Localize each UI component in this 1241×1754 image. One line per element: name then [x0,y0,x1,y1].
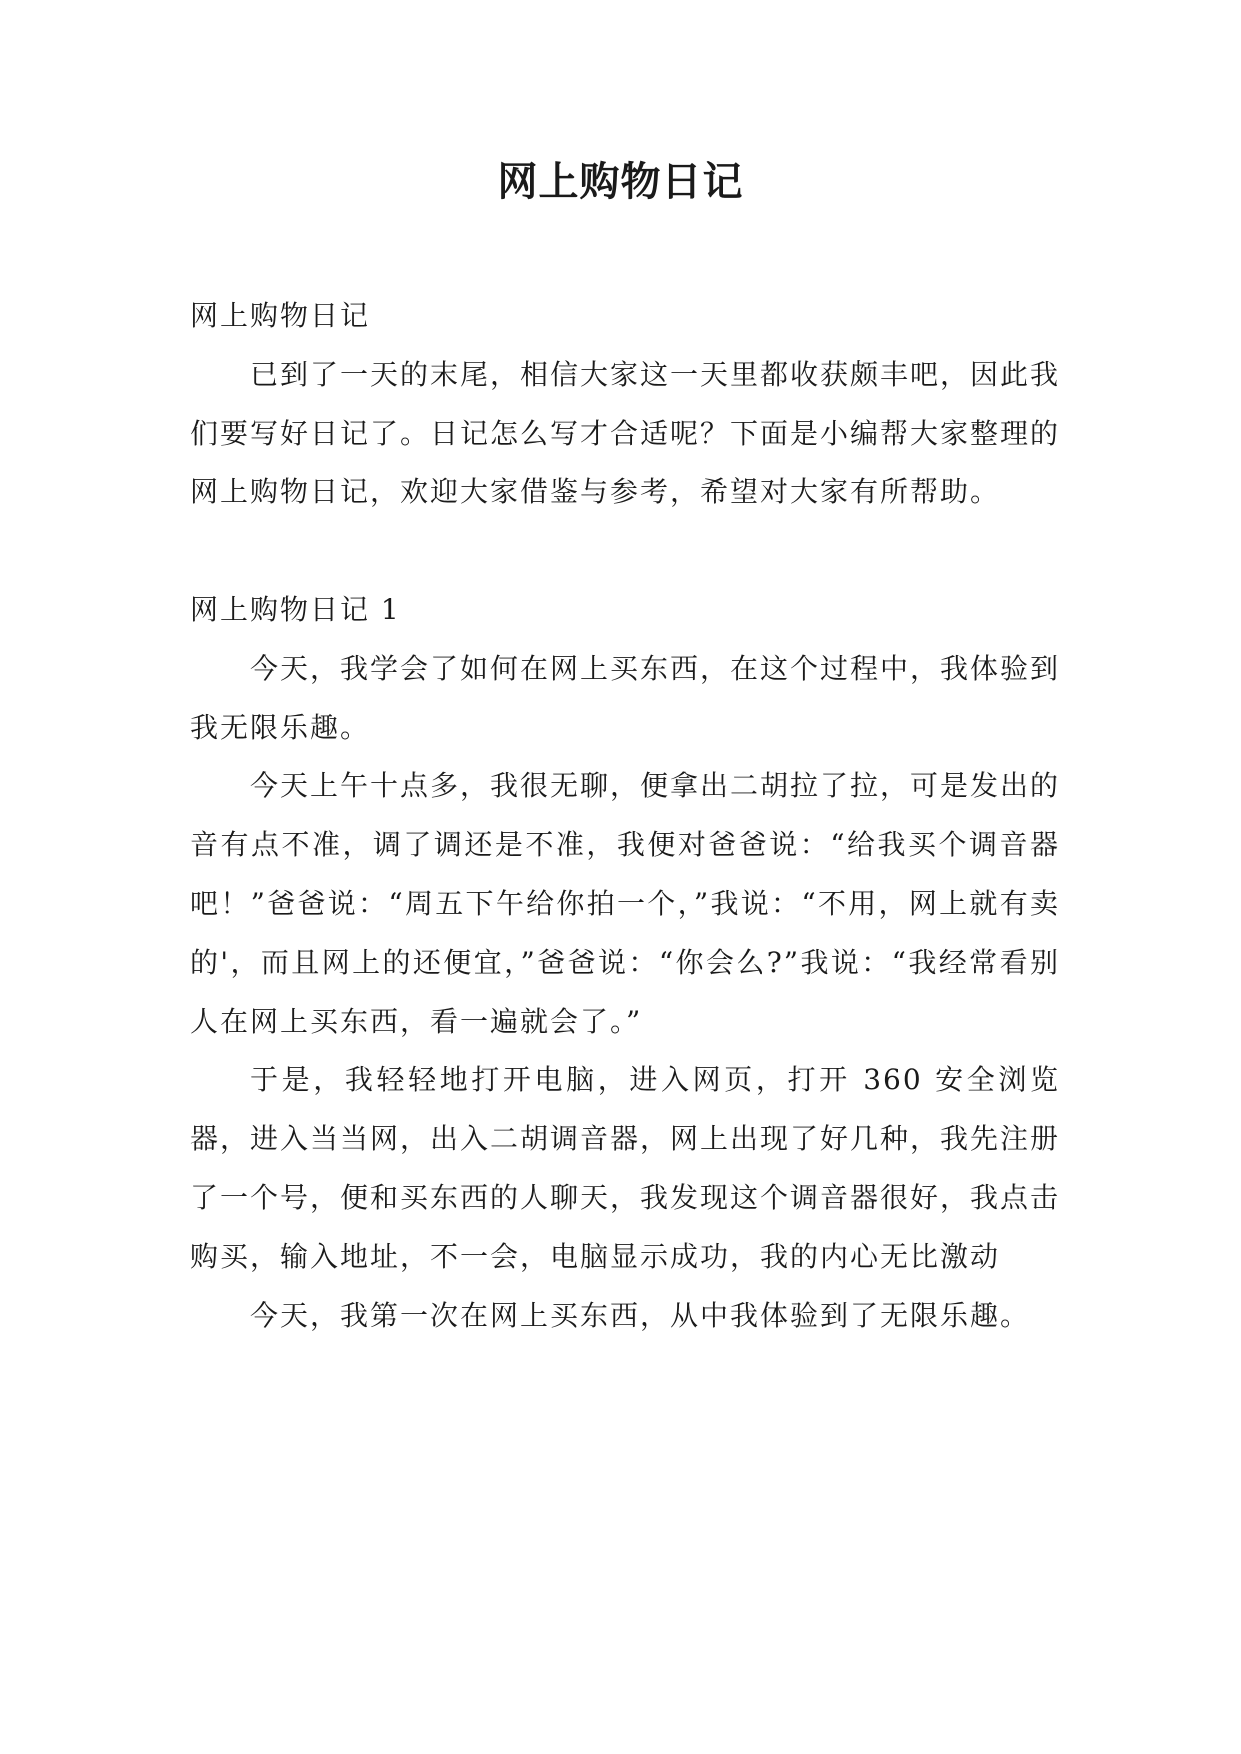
entry-paragraph: 今天，我第一次在网上买东西，从中我体验到了无限乐趣。 [250,1298,1031,1332]
entry-paragraph: 今天，我学会了如何在网上买东西，在这个过程中，我体验到我无限乐趣。 [190,651,1061,744]
section-spacer [190,522,1060,581]
intro-heading: 网上购物日记 [190,299,371,332]
document-body [190,287,1060,1345]
entry-paragraph: 今天上午十点多，我很无聊，便拿出二胡拉了拉，可是发出的音有点不准，调了调还是不准，我便对爸爸说：“给我买个调音器吧！”爸爸说：“周五下午给你拍一个，”我说：“不用，网上就有卖的'，而且网上的还便宜，”爸爸说：“你会么?”我说：“我经常看别人在网上买东西，看一遍就会了。” [190,769,1061,1038]
intro-paragraph: 已到了一天的末尾，相信大家这一天里都收获颇丰吧，因此我们要写好日记了。日记怎么写才合适呢？下面是小编帮大家整理的网上购物日记，欢迎大家借鉴与参考，希望对大家有所帮助。 [190,357,1061,509]
entry-heading: 网上购物日记 1 [190,592,401,626]
entry-paragraph: 于是，我轻轻地打开电脑，进入网页，打开 360 安全浏览器，进入当当网，出入二胡调音器，网上出现了好几种，我先注册了一个号，便和买东西的人聊天，我发现这个调音器很好，我点击购买，输入地址，不一会，电脑显示成功，我的内心无比激动 [190,1063,1061,1273]
document-title: 网上购物日记 [497,159,744,205]
